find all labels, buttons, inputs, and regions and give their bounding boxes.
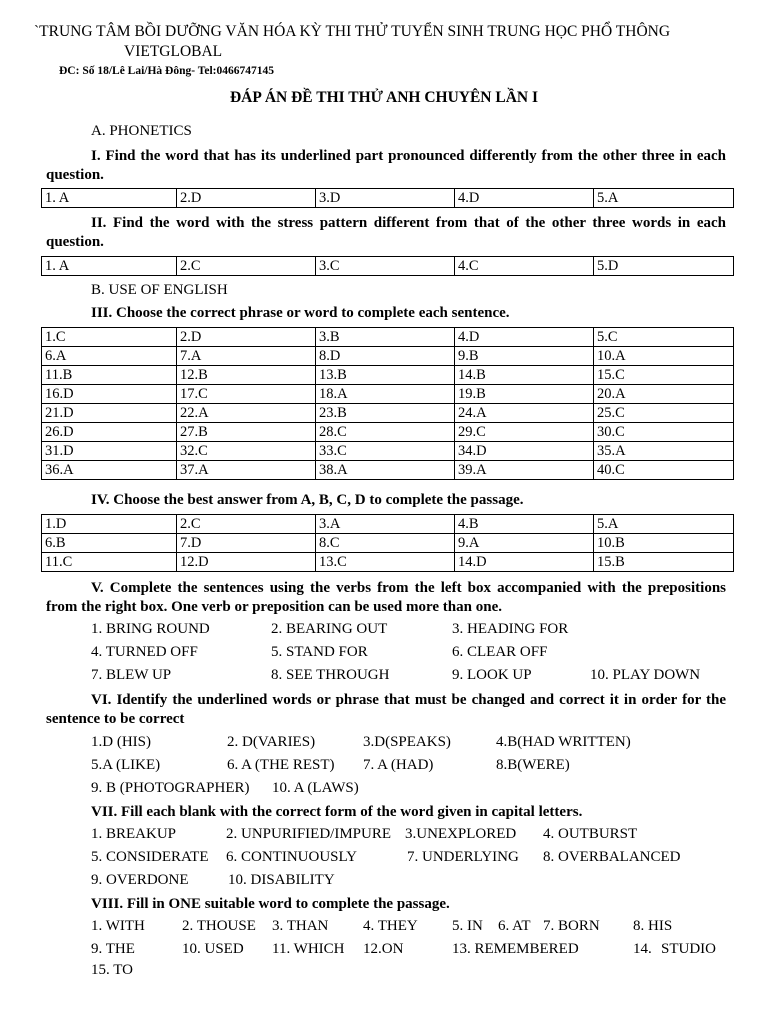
answer-cell: 24.A — [455, 404, 594, 423]
answer-cell: 11.B — [42, 366, 177, 385]
answer-item: 2. BEARING OUT — [271, 621, 388, 637]
answer-item: 9. THE — [91, 941, 135, 957]
answers-table-1 — [41, 188, 734, 208]
answer-cell: 11.C — [42, 553, 177, 572]
question-1-text: I. Find the word that has its underlined part pronounced differently from the other three in each question. — [46, 148, 726, 183]
answer-cell: 2.D — [177, 189, 316, 208]
answer-cell: 31.D — [42, 442, 177, 461]
answer-item: 5. CONSIDERATE — [91, 849, 209, 865]
answer-item: 5. STAND FOR — [271, 644, 368, 660]
answer-cell: 40.C — [594, 461, 734, 480]
answer-item: 4.B(HAD WRITTEN) — [496, 734, 631, 750]
answer-cell: 7.D — [177, 534, 316, 553]
answer-item: 3. THAN — [272, 918, 329, 934]
table-row — [42, 385, 734, 404]
answer-cell: 6.B — [42, 534, 177, 553]
answer-item: 8.B(WERE) — [496, 757, 570, 773]
answer-item: 10. USED — [182, 941, 244, 957]
answer-cell: 9.B — [455, 347, 594, 366]
question-6-heading — [46, 691, 726, 729]
answer-item: 6. CONTINUOUSLY — [226, 849, 357, 865]
answer-cell: 13.B — [316, 366, 455, 385]
answer-item: 4. THEY — [363, 918, 418, 934]
answer-cell: 4.D — [455, 189, 594, 208]
question-2-heading — [46, 214, 726, 252]
answer-item: 1. WITH — [91, 918, 145, 934]
header — [34, 22, 670, 62]
answer-cell: 37.A — [177, 461, 316, 480]
table-row — [42, 257, 734, 276]
answer-cell: 1. A — [42, 257, 177, 276]
answer-item: 1. BRING ROUND — [91, 621, 210, 637]
question-2-text: II. Find the word with the stress pattern different from that of the other three words in each question. — [46, 215, 726, 250]
answer-item: 10. DISABILITY — [228, 872, 335, 888]
question-6-text: VI. Identify the underlined words or phrase that must be changed and correct it in order for the sentence to be correct — [46, 692, 726, 727]
header-line-1: `TRUNG TÂM BỒI DƯỠNG VĂN HÓA KỲ THI THỬ TUYỂN SINH TRUNG HỌC PHỔ THÔNG — [34, 23, 671, 40]
answer-item: 4. TURNED OFF — [91, 644, 198, 660]
answer-cell: 21.D — [42, 404, 177, 423]
answer-item: 7. A (HAD) — [363, 757, 434, 773]
answer-cell: 14.B — [455, 366, 594, 385]
answer-cell: 1.D — [42, 515, 177, 534]
answer-cell: 2.C — [177, 257, 316, 276]
answer-cell: 9.A — [455, 534, 594, 553]
answer-cell: 17.C — [177, 385, 316, 404]
answer-item: 11. WHICH — [272, 941, 345, 957]
answer-item: 1. BREAKUP — [91, 826, 177, 842]
answer-item: 3.UNEXPLORED — [405, 826, 517, 842]
answer-item: 13. REMEMBERED — [452, 941, 579, 957]
table-row — [42, 515, 734, 534]
answer-item: 9. B (PHOTOGRAPHER) — [91, 780, 250, 796]
answer-item: 6. CLEAR OFF — [452, 644, 548, 660]
answers-table-2 — [41, 256, 734, 276]
answer-cell: 30.C — [594, 423, 734, 442]
answer-cell: 3.D — [316, 189, 455, 208]
answer-item: 6. A (THE REST) — [227, 757, 335, 773]
answer-cell: 4.D — [455, 328, 594, 347]
answer-item: 7. BLEW UP — [91, 667, 172, 683]
answer-item: 10. A (LAWS) — [272, 780, 359, 796]
answer-cell: 8.C — [316, 534, 455, 553]
section-a-heading: A. PHONETICS — [91, 123, 192, 139]
answer-cell: 26.D — [42, 423, 177, 442]
answer-cell: 12.D — [177, 553, 316, 572]
answer-cell: 33.C — [316, 442, 455, 461]
answer-item: 1.D (HIS) — [91, 734, 151, 750]
answer-cell: 5.C — [594, 328, 734, 347]
answer-item: 2. THOUSE — [182, 918, 256, 934]
question-5-heading — [46, 579, 726, 617]
answer-item: 9. OVERDONE — [91, 872, 189, 888]
answer-cell: 15.C — [594, 366, 734, 385]
answer-cell: 3.B — [316, 328, 455, 347]
answer-cell: 19.B — [455, 385, 594, 404]
question-1-heading — [46, 147, 726, 185]
answer-cell: 27.B — [177, 423, 316, 442]
answer-cell: 2.D — [177, 328, 316, 347]
answer-item: 8. OVERBALANCED — [543, 849, 681, 865]
answer-cell: 13.C — [316, 553, 455, 572]
question-4-heading: IV. Choose the best answer from A, B, C, D to complete the passage. — [91, 492, 524, 508]
table-row — [42, 189, 734, 208]
question-8-heading: VIII. Fill in ONE suitable word to complete the passage. — [91, 896, 450, 912]
answer-item: 2. UNPURIFIED/IMPURE — [226, 826, 392, 842]
answer-item: 8. HIS — [633, 918, 673, 934]
answer-cell: 15.B — [594, 553, 734, 572]
answer-cell: 36.A — [42, 461, 177, 480]
answer-cell: 4.B — [455, 515, 594, 534]
question-5-text: V. Complete the sentences using the verbs from the left box accompanied with the prepositions from the right box. One verb or preposition can be used more than one. — [46, 580, 726, 615]
answer-item: 12.ON — [363, 941, 404, 957]
answer-cell: 34.D — [455, 442, 594, 461]
answer-item: 10. PLAY DOWN — [590, 667, 701, 683]
section-b-heading: B. USE OF ENGLISH — [91, 282, 228, 298]
table-row — [42, 423, 734, 442]
answer-cell: 12.B — [177, 366, 316, 385]
answer-item: 4. OUTBURST — [543, 826, 638, 842]
table-row — [42, 366, 734, 385]
answer-item: STUDIO — [661, 941, 716, 957]
answer-cell: 5.A — [594, 515, 734, 534]
answer-item: 5. IN — [452, 918, 483, 934]
header-line-2: VIETGLOBAL — [124, 43, 223, 60]
answer-cell: 29.C — [455, 423, 594, 442]
answer-item: 6. AT — [498, 918, 531, 934]
answer-cell: 23.B — [316, 404, 455, 423]
answer-cell: 38.A — [316, 461, 455, 480]
answer-cell: 6.A — [42, 347, 177, 366]
table-row — [42, 442, 734, 461]
answer-cell: 7.A — [177, 347, 316, 366]
answer-cell: 1.C — [42, 328, 177, 347]
answer-item: 14. — [633, 941, 652, 957]
answer-cell: 5.A — [594, 189, 734, 208]
answer-cell: 20.A — [594, 385, 734, 404]
answer-item: 7. UNDERLYING — [407, 849, 519, 865]
answer-cell: 1. A — [42, 189, 177, 208]
answer-cell: 10.B — [594, 534, 734, 553]
answers-table-3 — [41, 327, 734, 480]
table-row — [42, 347, 734, 366]
answer-item: 15. TO — [91, 962, 133, 978]
address: ĐC: Số 18/Lê Lai/Hà Đông- Tel:0466747145 — [59, 65, 275, 77]
answer-cell: 25.C — [594, 404, 734, 423]
answer-cell: 5.D — [594, 257, 734, 276]
answer-cell: 4.C — [455, 257, 594, 276]
answer-item: 3. HEADING FOR — [452, 621, 569, 637]
answer-cell: 14.D — [455, 553, 594, 572]
answer-cell: 35.A — [594, 442, 734, 461]
answer-cell: 32.C — [177, 442, 316, 461]
answer-cell: 16.D — [42, 385, 177, 404]
answer-cell: 3.A — [316, 515, 455, 534]
answer-cell: 39.A — [455, 461, 594, 480]
answer-item: 5.A (LIKE) — [91, 757, 161, 773]
question-3-heading: III. Choose the correct phrase or word to complete each sentence. — [91, 305, 510, 321]
answer-cell: 22.A — [177, 404, 316, 423]
table-row — [42, 461, 734, 480]
answer-cell: 28.C — [316, 423, 455, 442]
answers-table-4 — [41, 514, 734, 572]
page-title: ĐÁP ÁN ĐỀ THI THỬ ANH CHUYÊN LẦN I — [229, 89, 539, 106]
table-row — [42, 404, 734, 423]
answer-cell: 8.D — [316, 347, 455, 366]
table-row — [42, 534, 734, 553]
table-row — [42, 553, 734, 572]
answer-item: 3.D(SPEAKS) — [363, 734, 451, 750]
answer-cell: 10.A — [594, 347, 734, 366]
question-7-heading: VII. Fill each blank with the correct form of the word given in capital letters. — [91, 804, 583, 820]
answer-item: 2. D(VARIES) — [227, 734, 316, 750]
answer-cell: 18.A — [316, 385, 455, 404]
answer-item: 9. LOOK UP — [452, 667, 532, 683]
table-row — [42, 328, 734, 347]
answer-cell: 3.C — [316, 257, 455, 276]
answer-cell: 2.C — [177, 515, 316, 534]
answer-item: 7. BORN — [543, 918, 600, 934]
answer-item: 8. SEE THROUGH — [271, 667, 390, 683]
